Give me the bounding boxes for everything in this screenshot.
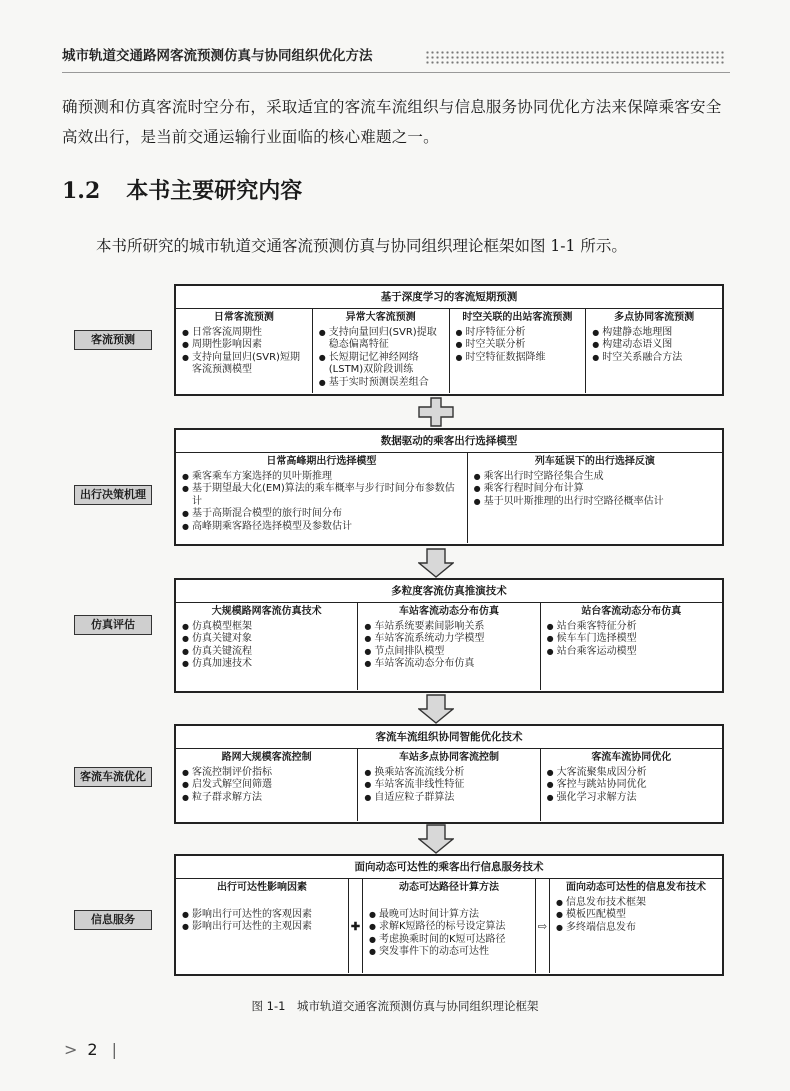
list-item: ● 车站客流非线性特征 (364, 779, 533, 792)
list-item: ● 大客流聚集成因分析 (547, 767, 716, 780)
down-arrow-icon (418, 694, 454, 724)
label-optimization: 客流车流优化 (74, 767, 152, 787)
list-item: ● 突发事件下的动态可达性 (369, 946, 529, 959)
list-item: ● 客控与跳站协同优化 (547, 779, 716, 792)
intro-paragraph: 本书所研究的城市轨道交通客流预测仿真与协同组织理论框架如图 1-1 所示。 (96, 237, 627, 255)
list-item: ● 影响出行可达性的客观因素 (182, 909, 342, 922)
block-title: 面向动态可达性的乘客出行信息服务技术 (176, 856, 722, 879)
section-title: 本书主要研究内容 (126, 178, 303, 204)
section-number: 1.2 (62, 178, 101, 204)
list-item: ● 考虑换乘时间的K短可达路径 (369, 934, 529, 947)
list-item: ● 支持向量回归(SVR)短期客流预测模型 (182, 352, 306, 377)
list-item: ● 自适应粒子群算法 (364, 792, 533, 805)
list-item: ● 站台乘客运动模型 (547, 646, 716, 659)
list-item: ● 乘客出行时空路径集合生成 (474, 471, 716, 484)
block-forecast (174, 284, 724, 396)
list-item: ● 车站客流动态分布仿真 (364, 658, 533, 671)
column-title: 多点协同客流预测 (614, 312, 695, 323)
list-item: ● 仿真模型框架 (182, 621, 351, 634)
list-item: ● 启发式解空间筛選 (182, 779, 351, 792)
column (586, 309, 722, 393)
column (450, 309, 587, 393)
list-item: ● 基于贝叶斯推理的出行时空路径概率估计 (474, 496, 716, 509)
column-title: 出行可达性影响因素 (217, 882, 307, 893)
column-title: 异常大客流预测 (345, 312, 416, 323)
column (541, 749, 722, 821)
list-item: ● 仿真关键流程 (182, 646, 351, 659)
list-item: ● 周期性影响因素 (182, 339, 306, 352)
list-item: ● 时空特征数据降维 (456, 352, 580, 365)
column (176, 453, 468, 543)
chevron-right-icon: > (64, 1040, 78, 1059)
column-title: 大规模路网客流仿真技术 (211, 606, 322, 617)
list-item: ● 模板匹配模型 (556, 909, 716, 922)
plus-connector-icon (418, 397, 454, 427)
body-paragraph: 确预测和仿真客流时空分布，采取适宜的客流车流组织与信息服务协同优化方法来保障乘客安全高效出行，是当前交通运输行业面临的核心难题之一。 (62, 98, 722, 146)
column-title: 列车延误下的出行选择反演 (534, 456, 655, 467)
label-forecast: 客流预测 (74, 330, 152, 350)
column (176, 309, 313, 393)
footer-divider: | (111, 1040, 117, 1059)
section-heading (62, 174, 302, 205)
list-item: ● 粒子群求解方法 (182, 792, 351, 805)
block-simulation (174, 578, 724, 693)
column-title: 客流车流协同优化 (591, 752, 672, 763)
list-item: ● 乘客行程时间分布计算 (474, 483, 716, 496)
right-arrow-icon: ⇨ (536, 879, 550, 973)
column (358, 603, 540, 690)
list-item: ● 时序特征分析 (456, 327, 580, 340)
block-optimization (174, 724, 724, 824)
block-title: 基于深度学习的客流短期预测 (176, 286, 722, 309)
down-arrow-icon (418, 548, 454, 578)
list-item: ● 基于高斯混合模型的旅行时间分布 (182, 508, 461, 521)
list-item: ● 站台乘客特征分析 (547, 621, 716, 634)
list-item: ● 节点间排队模型 (364, 646, 533, 659)
column (363, 879, 536, 973)
list-item: ● 长短期记忆神经网络(LSTM)双阶段训练 (319, 352, 443, 377)
block-info-service (174, 854, 724, 976)
list-item: ● 信息发布技术框架 (556, 897, 716, 910)
column-title: 面向动态可达性的信息发布技术 (566, 882, 706, 893)
list-item: ● 求解K短路径的标号设定算法 (369, 921, 529, 934)
label-simulation: 仿真评估 (74, 615, 152, 635)
list-item: ● 影响出行可达性的主观因素 (182, 921, 342, 934)
column-title: 路网大规模客流控制 (221, 752, 312, 763)
list-item: ● 多终端信息发布 (556, 922, 716, 935)
block-title: 客流车流组织协同智能优化技术 (176, 726, 722, 749)
column-title: 站台客流动态分布仿真 (581, 606, 682, 617)
list-item: ● 高峰期乘客路径选择模型及参数估计 (182, 521, 461, 534)
list-item: ● 时空关系融合方法 (592, 352, 716, 365)
plus-icon: ✚ (349, 879, 363, 973)
column-title: 动态可达路径计算方法 (399, 882, 499, 893)
column (176, 749, 358, 821)
column-title: 车站多点协同客流控制 (398, 752, 499, 763)
list-item: ● 基于实时预测误差组合 (319, 377, 443, 390)
list-item: ● 构建静态地理图 (592, 327, 716, 340)
list-item: ● 日常客流周期性 (182, 327, 306, 340)
list-item: ● 车站系统要素间影响关系 (364, 621, 533, 634)
block-title: 多粒度客流仿真推演技术 (176, 580, 722, 603)
list-item: ● 客流控制评价指标 (182, 767, 351, 780)
column-title: 日常高峰期出行选择模型 (266, 456, 377, 467)
figure-caption: 图 1-1 城市轨道交通客流预测仿真与协同组织理论框架 (251, 999, 539, 1013)
column-title: 时空关联的出站客流预测 (462, 312, 573, 323)
column (541, 603, 722, 690)
list-item: ● 构建动态语义图 (592, 339, 716, 352)
running-header: 城市轨道交通路网客流预测仿真与协同组织优化方法 (62, 48, 373, 64)
list-item: ● 换乘站客流流线分析 (364, 767, 533, 780)
list-item: ● 支持向量回归(SVR)提取稳态偏离特征 (319, 327, 443, 352)
label-info-service: 信息服务 (74, 910, 152, 930)
column (176, 879, 349, 973)
header-dots (425, 50, 725, 64)
list-item: ● 基于期望最大化(EM)算法的乘车概率与步行时间分布参数估计 (182, 483, 461, 508)
list-item: ● 车站客流系统动力学模型 (364, 633, 533, 646)
column (550, 879, 722, 973)
list-item: ● 候车车门选择模型 (547, 633, 716, 646)
column (313, 309, 450, 393)
header-rule (62, 72, 730, 73)
list-item: ● 时空关联分析 (456, 339, 580, 352)
list-item: ● 乘客乘车方案选择的贝叶斯推理 (182, 471, 461, 484)
column (468, 453, 722, 543)
list-item: ● 最晚可达时间计算方法 (369, 909, 529, 922)
block-decision (174, 428, 724, 546)
column (358, 749, 540, 821)
page-footer (64, 1040, 117, 1059)
list-item: ● 强化学习求解方法 (547, 792, 716, 805)
list-item: ● 仿真加速技术 (182, 658, 351, 671)
label-decision: 出行决策机理 (74, 485, 152, 505)
page-number: 2 (87, 1040, 98, 1059)
column (176, 603, 358, 690)
block-title: 数据驱动的乘客出行选择模型 (176, 430, 722, 453)
list-item: ● 仿真关键对象 (182, 633, 351, 646)
column-title: 日常客流预测 (213, 312, 274, 323)
down-arrow-icon (418, 824, 454, 854)
column-title: 车站客流动态分布仿真 (398, 606, 499, 617)
